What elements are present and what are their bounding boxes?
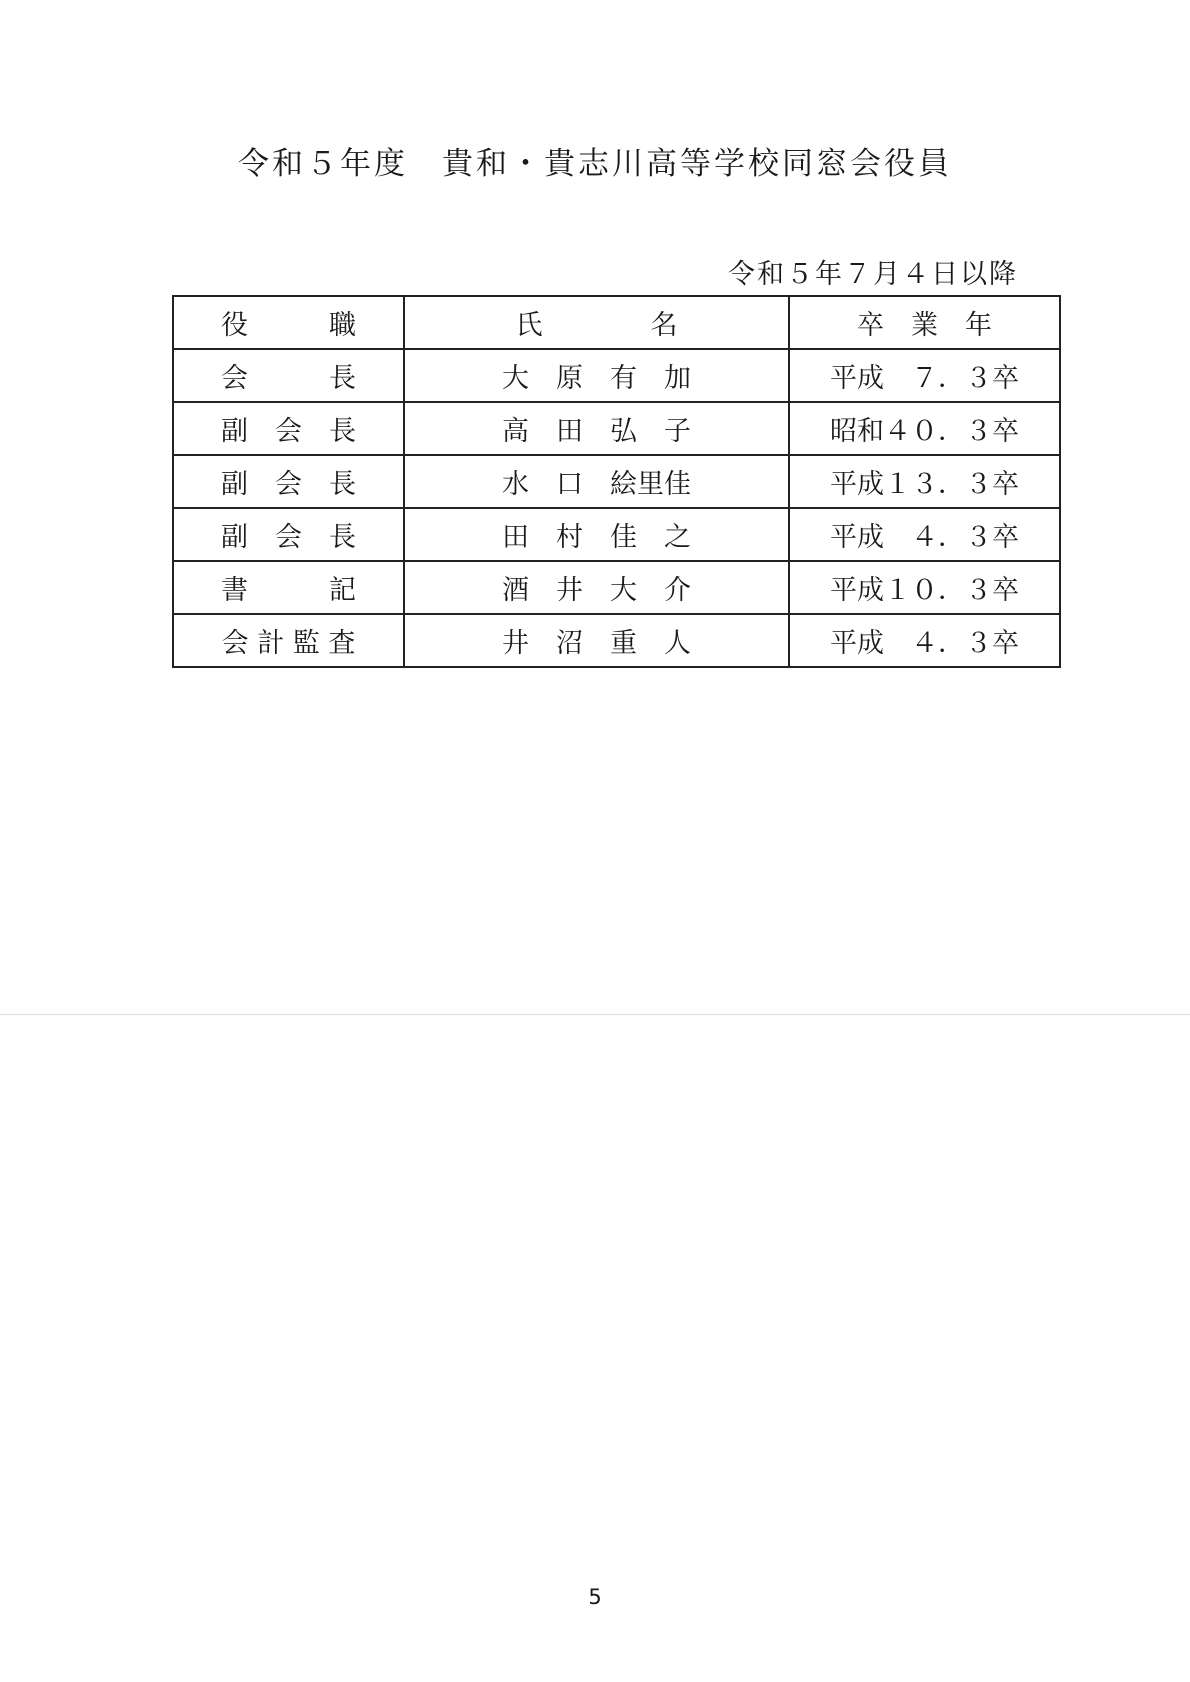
cell-role: 副 会 長	[173, 455, 404, 508]
table-row	[173, 349, 1060, 402]
cell-role: 会 計 監 査	[173, 614, 404, 667]
cell-graduation: 平成 ７．３卒	[789, 349, 1060, 402]
header-graduation: 卒 業 年	[789, 296, 1060, 349]
cell-graduation: 平成 ４．３卒	[789, 614, 1060, 667]
cell-name: 大 原 有 加	[404, 349, 789, 402]
page-number: 5	[588, 1585, 602, 1609]
cell-graduation: 平成１３．３卒	[789, 455, 1060, 508]
document-title: 令和５年度 貴和・貴志川高等学校同窓会役員	[238, 146, 952, 182]
cell-name: 高 田 弘 子	[404, 402, 789, 455]
table-row	[173, 402, 1060, 455]
cell-name: 水 口 絵里佳	[404, 455, 789, 508]
table-row	[173, 455, 1060, 508]
table-row	[173, 561, 1060, 614]
cell-name: 田 村 佳 之	[404, 508, 789, 561]
cell-name: 酒 井 大 介	[404, 561, 789, 614]
cell-graduation: 昭和４０．３卒	[789, 402, 1060, 455]
officers-table	[172, 295, 1061, 668]
table-row	[173, 508, 1060, 561]
header-role: 役 職	[173, 296, 404, 349]
header-name: 氏 名	[404, 296, 789, 349]
cell-role: 副 会 長	[173, 508, 404, 561]
cell-role: 会 長	[173, 349, 404, 402]
effective-date: 令和５年７月４日以降	[728, 259, 1018, 290]
table-row	[173, 614, 1060, 667]
cell-graduation: 平成 ４．３卒	[789, 508, 1060, 561]
cell-role: 副 会 長	[173, 402, 404, 455]
page-divider	[0, 1014, 1190, 1015]
table-header-row	[173, 296, 1060, 349]
cell-graduation: 平成１０．３卒	[789, 561, 1060, 614]
cell-name: 井 沼 重 人	[404, 614, 789, 667]
cell-role: 書 記	[173, 561, 404, 614]
